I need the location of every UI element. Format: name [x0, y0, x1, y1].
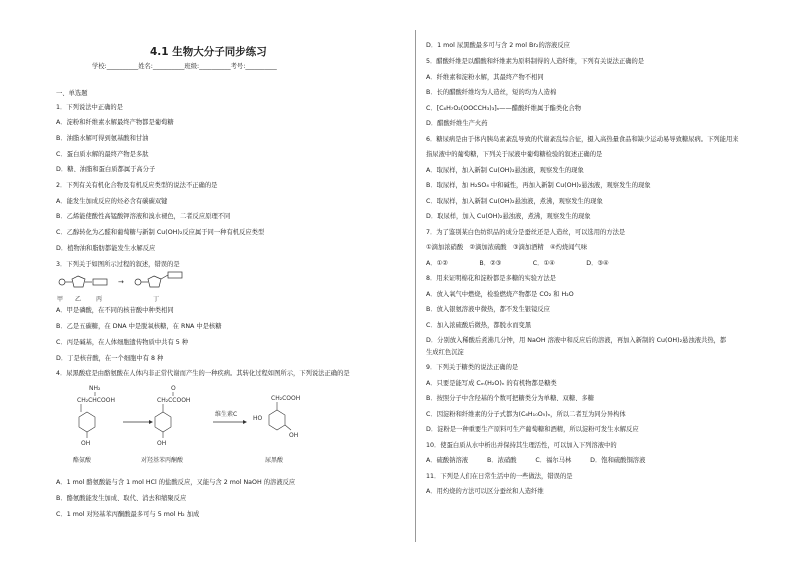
q4-stem: 4．尿黑酸症是由酪氨酸在人体内非正常代谢而产生的一种疾病。其转化过程如图所示，下列说法正确的是 [56, 370, 350, 377]
svg-text:NH₂: NH₂ [89, 385, 101, 392]
q7-stem: 7．为了鉴别某白色纺织品的成分是蚕丝还是人造丝，可以选用的方法是 [426, 229, 626, 236]
vitamin-c-label: 维生素C [215, 411, 238, 418]
label-ding: 丁 [153, 296, 160, 303]
q2-option-c: C．乙醇转化为乙醛和葡萄糖与新制 Cu(OH)₂反应属于同一种有机反应类型 [56, 229, 265, 236]
nucleotide-figure [56, 270, 256, 306]
q1-option-d: D．糖、油脂和蛋白质都属于高分子 [56, 166, 156, 173]
q3-stem: 3．下列关于如图所示过程的叙述，错误的是 [56, 261, 180, 268]
label-bing: 丙 [96, 296, 103, 303]
q8-option-c: C．加入浓硫酸后微热，都脱水而变黑 [426, 322, 532, 329]
label-yi: 乙 [75, 296, 82, 303]
tyrosine-pathway-figure [75, 382, 375, 472]
q4-option-c: C．1 mol 对羟基苯丙酮酸最多可与 5 mol H₂ 加成 [56, 511, 200, 518]
q6-option-d: D．取尿样，加入 Cu(OH)₂悬浊液，煮沸，观察发生的现象 [426, 213, 591, 220]
svg-text:OH: OH [157, 440, 167, 447]
q7-choices: ①滴加浓硝酸 ②滴加浓硫酸 ③滴加酒精 ④灼烧闻气味 [426, 244, 588, 251]
sugar-pentagon [72, 276, 85, 287]
q1-option-a: A．淀粉和纤维素水解最终产物都是葡萄糖 [56, 119, 174, 126]
benzene-ring-2 [155, 412, 171, 432]
q10-options: A．硫酸钠溶液 B．浓硝酸 C．福尔马林 D．饱和硫酸铜溶液 [426, 457, 646, 464]
q2-option-a: A．能发生加成反应的烃必含有碳碳双键 [56, 198, 168, 205]
svg-text:→: → [118, 278, 124, 286]
q9-option-d: D．淀粉是一种重要生产原料可生产葡萄糖和酒精，所以淀粉可发生水解反应 [426, 426, 639, 433]
q6-stem-line1: 6．糖尿病是由于体内胰岛素紊乱导致的代谢紊乱综合征，摄入高热量食品和缺少运动易导致糖尿病。下列能用来 [426, 136, 739, 143]
homogentisic-acid-label: 尿黑酸 [265, 457, 284, 464]
q6-stem-line2: 指尿液中的葡萄糖，下列关于尿液中葡萄糖检验的叙述正确的是 [426, 151, 603, 158]
svg-text:CH₂COOH: CH₂COOH [271, 395, 301, 402]
svg-text:OH: OH [81, 440, 91, 447]
svg-text:CH₂CHCOOH: CH₂CHCOOH [77, 397, 115, 404]
base-rectangle [93, 279, 107, 285]
page-title: 4.1 生物大分子同步练习 [150, 46, 267, 58]
svg-text:HO: HO [253, 415, 263, 422]
q6-option-b: B．取尿样，加 H₂SO₄ 中和碱性，再加入新制 Cu(OH)₂悬浊液，观察发生的现象 [426, 182, 651, 189]
q6-option-a: A．取尿样，加入新制 Cu(OH)₂悬浊液，观察发生的现象 [426, 167, 584, 174]
label-jia: 甲 [57, 296, 64, 303]
q5-stem: 5．醋酸纤维是以醋酸和纤维素为原料制得的人造纤维，下列有关说法正确的是 [426, 58, 645, 65]
q4-option-d: D．1 mol 尿黑酸最多可与含 2 mol Br₂的溶液反应 [426, 42, 570, 49]
q9-option-c: C．因淀粉和纤维素的分子式都为(C₆H₁₀O₅)ₙ，所以二者互为同分异构体 [426, 411, 626, 418]
tyrosine-label: 酪氨酸 [73, 457, 92, 464]
q10-stem: 10．使蛋白质从水中析出并保持其生理活性，可以加入下列溶液中的 [426, 442, 617, 449]
section-heading: 一、单选题 [56, 90, 88, 97]
hydroxyphenylpyruvic-label: 对羟基苯丙酮酸 [141, 457, 184, 464]
q8-option-d-line1: D．分别放入稀酸后煮沸几分钟，用 NaOH 溶液中和反应后的溶液，再加入新制的 Cu(OH)₂悬浊液共热，都 [426, 337, 727, 344]
q8-option-b: B．放入银氨溶液中微热，都不发生银镜反应 [426, 306, 550, 313]
column-divider [415, 30, 416, 542]
q7-options: A．①② B．②③ C．①④ D．③④ [426, 260, 609, 267]
phosphate-circle [59, 279, 65, 285]
svg-text:O: O [171, 385, 176, 392]
q1-stem: 1．下列说法中正确的是 [56, 104, 123, 111]
q6-option-c: C．取尿样，加入新制 Cu(OH)₂悬浊液，煮沸，观察发生的现象 [426, 198, 603, 205]
q2-option-d: D．植物油和脂肪都能发生水解反应 [56, 245, 156, 252]
q1-option-c: C．蛋白质水解的最终产物是多肽 [56, 151, 149, 158]
q8-stem: 8．用来证明棉花和淀粉都是多糖的实验方法是 [426, 275, 556, 282]
q5-option-c: C．[C₆H₇O₂(OOCCH₃)₃]ₙ——醋酸纤维属于酯类化合物 [426, 105, 582, 112]
q5-option-b: B．长的醋酸纤维均为人造丝，短的均为人造棉 [426, 89, 557, 96]
q2-stem: 2．下列有关有机化合物及有机反应类型的说法不正确的是 [56, 182, 218, 189]
svg-text:OH: OH [289, 432, 299, 439]
q9-option-a: A．只要是能写成 Cₘ(H₂O)ₙ 的有机物都是糖类 [426, 380, 557, 387]
q9-stem: 9．下列关于糖类的说法正确的是 [426, 364, 519, 371]
q3-option-c: C．丙是碱基，在人体细胞遗传物质中共有 5 种 [56, 339, 189, 346]
q8-option-a: A．放入氧气中燃烧，检验燃烧产物都是 CO₂ 和 H₂O [426, 291, 574, 298]
q5-option-d: D．醋酸纤维生产火药 [426, 120, 488, 127]
q8-option-d-line2: 生成红色沉淀 [426, 349, 464, 356]
q11-option-a: A．用灼烧的方法可以区分蚕丝和人造纤维 [426, 488, 544, 495]
benzene-ring-3 [269, 410, 285, 430]
q5-option-a: A．纤维素和淀粉水解，其最终产物不相同 [426, 74, 544, 81]
q4-option-b: B．酪氨酸能发生加成、取代、消去和缩聚反应 [56, 495, 187, 502]
q2-option-b: B．乙烯能使酸性高锰酸钾溶液和溴水褪色，二者反应原理不同 [56, 213, 231, 220]
q1-option-b: B．油脂水解可得到氨基酸和甘油 [56, 135, 149, 142]
q11-stem: 11．下列是人们在日常生活中的一些做法，错误的是 [426, 473, 573, 480]
q4-option-a: A．1 mol 酪氨酸能与含 1 mol HCl 的盐酸反应，又能与含 2 mol NaOH 的溶液反应 [56, 479, 296, 486]
q3-option-b: B．乙是五碳糖，在 DNA 中是脱氧核糖，在 RNA 中是核糖 [56, 323, 222, 330]
q3-option-d: D．丁是核苷酸，在一个细胞中有 8 种 [56, 355, 164, 362]
svg-text:CH₂CCOOH: CH₂CCOOH [157, 397, 191, 404]
q3-option-a: A．甲是磷酸，在不同的核苷酸中种类相同 [56, 307, 174, 314]
student-info-line: 学校:__________姓名:__________班级:__________考号:__________ [92, 63, 277, 70]
benzene-ring-1 [79, 412, 95, 432]
q9-option-b: B．按照分子中含羟基的个数可把糖类分为单糖、双糖、多糖 [426, 395, 595, 402]
